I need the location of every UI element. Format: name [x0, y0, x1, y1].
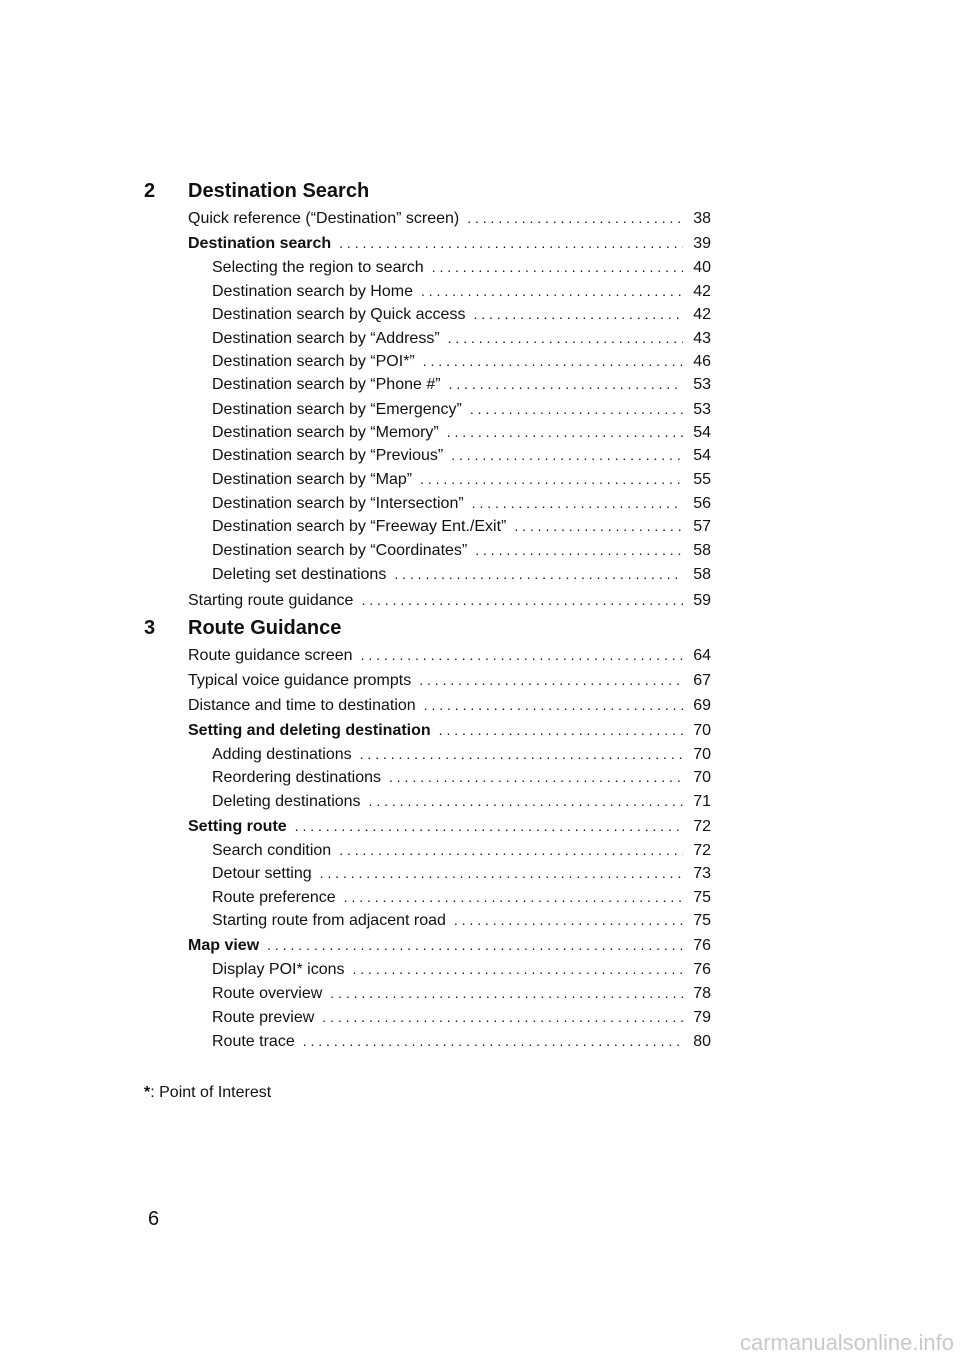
toc-entry-page: 54 [693, 424, 711, 441]
toc-subentry[interactable] [212, 961, 711, 981]
section-title: Route Guidance [188, 617, 342, 639]
toc-entry[interactable] [188, 235, 711, 255]
toc-entry-page: 72 [693, 818, 711, 835]
section-title: Destination Search [188, 180, 370, 202]
dot-leader [344, 889, 683, 905]
dot-leader [423, 353, 683, 369]
toc-subentry[interactable] [212, 330, 711, 350]
toc-subentry[interactable] [212, 495, 711, 515]
toc-subentry[interactable] [212, 401, 711, 421]
toc-subentry[interactable] [212, 842, 711, 862]
toc-entry-page: 57 [693, 518, 711, 535]
toc-entry-title: Starting route guidance [188, 592, 354, 609]
toc-subentry[interactable] [212, 259, 711, 279]
toc-entry-title: Destination search by Home [212, 283, 413, 300]
toc-entry[interactable] [188, 672, 711, 692]
toc-subentry[interactable] [212, 518, 711, 538]
toc-entry-page: 75 [693, 889, 711, 906]
footnote-marker: * [144, 1084, 151, 1101]
section-number: 2 [144, 180, 156, 202]
toc-entry-page: 43 [693, 330, 711, 347]
toc-entry-title: Map view [188, 937, 260, 954]
dot-leader [449, 376, 683, 392]
toc-entry-page: 38 [693, 210, 711, 227]
toc-entry-page: 56 [693, 495, 711, 512]
toc-subentry[interactable] [212, 376, 711, 396]
dot-leader [394, 566, 683, 582]
toc-entry-page: 58 [693, 542, 711, 559]
toc-entry-page: 53 [693, 376, 711, 393]
toc-entry-title: Route preference [212, 889, 336, 906]
toc-subentry[interactable] [212, 542, 711, 562]
dot-leader [339, 842, 683, 858]
footnote [144, 1084, 271, 1102]
dot-leader [451, 447, 683, 463]
toc-entry-title: Display POI* icons [212, 961, 345, 978]
toc-subentry[interactable] [212, 746, 711, 766]
toc-entry-page: 76 [693, 937, 711, 954]
toc-entry-title: Destination search by “POI*” [212, 353, 415, 370]
toc-entry-title: Destination search by Quick access [212, 306, 466, 323]
toc-entry-page: 71 [693, 793, 711, 810]
toc-entry-title: Route guidance screen [188, 647, 353, 664]
toc-entry-title: Reordering destinations [212, 769, 381, 786]
toc-entry-page: 73 [693, 865, 711, 882]
toc-entry-title: Setting route [188, 818, 287, 835]
watermark: carmanualsonline.info [739, 1330, 954, 1355]
toc-entry-title: Starting route from adjacent road [212, 912, 446, 929]
toc-entry[interactable] [188, 210, 711, 230]
toc-entry-title: Quick reference (“Destination” screen) [188, 210, 460, 227]
toc-subentry[interactable] [212, 1033, 711, 1053]
section-heading [144, 180, 369, 203]
dot-leader [475, 542, 683, 558]
dot-leader [369, 793, 683, 809]
dot-leader [295, 818, 683, 834]
dot-leader [432, 259, 683, 275]
toc-entry-title: Destination search by “Emergency” [212, 401, 462, 418]
dot-leader [439, 722, 683, 738]
toc-entry-page: 58 [693, 566, 711, 583]
toc-entry-page: 46 [693, 353, 711, 370]
toc-entry-page: 53 [693, 401, 711, 418]
toc-entry-page: 80 [693, 1033, 711, 1050]
toc-entry-title: Destination search by “Previous” [212, 447, 444, 464]
toc-entry-page: 67 [693, 672, 711, 689]
dot-leader [472, 495, 683, 511]
toc-entry-page: 39 [693, 235, 711, 252]
dot-leader [360, 746, 683, 762]
toc-entry-page: 54 [693, 447, 711, 464]
toc-subentry[interactable] [212, 447, 711, 467]
toc-entry[interactable] [188, 937, 711, 957]
dot-leader [322, 1009, 683, 1025]
toc-entry-title: Detour setting [212, 865, 312, 882]
dot-leader [470, 401, 683, 417]
toc-entry-page: 42 [693, 306, 711, 323]
dot-leader [424, 697, 683, 713]
toc-entry-page: 40 [693, 259, 711, 276]
toc-entry-title: Route preview [212, 1009, 315, 1026]
toc-entry[interactable] [188, 818, 711, 838]
dot-leader [361, 592, 683, 608]
toc-entry[interactable] [188, 592, 711, 612]
toc-entry[interactable] [188, 722, 711, 742]
section-heading [144, 617, 341, 640]
toc-subentry[interactable] [212, 912, 711, 932]
dot-leader [447, 424, 683, 440]
toc-entry-page: 42 [693, 283, 711, 300]
toc-entry-title: Destination search by “Address” [212, 330, 440, 347]
footnote-text: : Point of Interest [150, 1084, 272, 1101]
toc-subentry[interactable] [212, 471, 711, 491]
toc-subentry[interactable] [212, 566, 711, 586]
toc-entry-title: Deleting destinations [212, 793, 361, 810]
toc-entry-title: Route trace [212, 1033, 295, 1050]
toc-entry-page: 70 [693, 722, 711, 739]
toc-entry[interactable] [188, 647, 711, 667]
toc-entry-title: Destination search by “Freeway Ent./Exit” [212, 518, 507, 535]
toc-subentry[interactable] [212, 889, 711, 909]
dot-leader [454, 912, 683, 928]
toc-entry-title: Route overview [212, 985, 323, 1002]
toc-entry-title: Search condition [212, 842, 332, 859]
toc-subentry[interactable] [212, 793, 711, 813]
toc-entry-page: 55 [693, 471, 711, 488]
dot-leader [330, 985, 683, 1001]
toc-entry-title: Deleting set destinations [212, 566, 387, 583]
toc-entry-page: 70 [693, 769, 711, 786]
page-number: 6 [148, 1208, 160, 1230]
toc-subentry[interactable] [212, 1009, 711, 1029]
toc-entry-title: Destination search [188, 235, 332, 252]
section-number: 3 [144, 617, 156, 639]
toc-subentry[interactable] [212, 353, 711, 373]
dot-leader [353, 961, 684, 977]
dot-leader [320, 865, 683, 881]
toc-entry[interactable] [188, 697, 711, 717]
toc-subentry[interactable] [212, 306, 711, 326]
dot-leader [303, 1033, 683, 1049]
dot-leader [448, 330, 683, 346]
toc-entry-title: Destination search by “Phone #” [212, 376, 441, 393]
toc-entry-title: Setting and deleting destination [188, 722, 431, 739]
toc-subentry[interactable] [212, 424, 711, 444]
toc-subentry[interactable] [212, 985, 711, 1005]
dot-leader [467, 210, 683, 226]
toc-entry-title: Destination search by “Memory” [212, 424, 439, 441]
dot-leader [361, 647, 683, 663]
dot-leader [419, 672, 683, 688]
dot-leader [473, 306, 683, 322]
toc-entry-title: Selecting the region to search [212, 259, 424, 276]
dot-leader [421, 283, 683, 299]
dot-leader [267, 937, 683, 953]
toc-entry-title: Destination search by “Coordinates” [212, 542, 468, 559]
toc-entry-page: 69 [693, 697, 711, 714]
toc-entry-page: 64 [693, 647, 711, 664]
toc-entry-page: 72 [693, 842, 711, 859]
toc-entry-page: 78 [693, 985, 711, 1002]
toc-entry-page: 75 [693, 912, 711, 929]
toc-subentry[interactable] [212, 769, 711, 789]
dot-leader [389, 769, 683, 785]
toc-entry-title: Distance and time to destination [188, 697, 416, 714]
toc-entry-title: Adding destinations [212, 746, 352, 763]
dot-leader [339, 235, 683, 251]
toc-entry-page: 76 [693, 961, 711, 978]
dot-leader [420, 471, 683, 487]
toc-entry-page: 79 [693, 1009, 711, 1026]
toc-entry-title: Destination search by “Intersection” [212, 495, 464, 512]
toc-entry-page: 59 [693, 592, 711, 609]
dot-leader [514, 518, 683, 534]
toc-subentry[interactable] [212, 283, 711, 303]
toc-entry-title: Destination search by “Map” [212, 471, 413, 488]
toc-entry-title: Typical voice guidance prompts [188, 672, 412, 689]
toc-entry-page: 70 [693, 746, 711, 763]
toc-subentry[interactable] [212, 865, 711, 885]
